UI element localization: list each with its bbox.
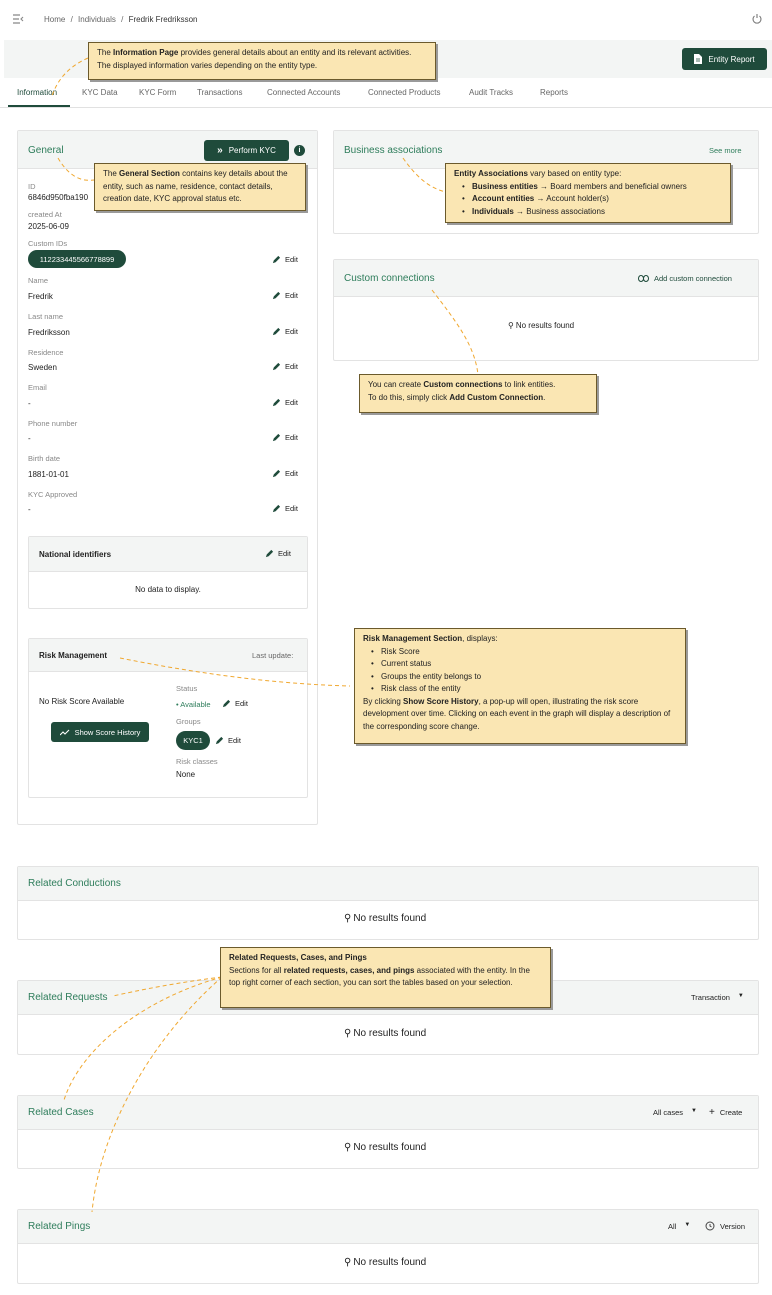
related-cases-card <box>17 1095 759 1169</box>
document-icon <box>694 54 702 64</box>
caret-down-icon: ▼ <box>684 1222 691 1228</box>
tab-transactions[interactable]: Transactions <box>197 88 243 97</box>
caret-down-icon: ▼ <box>737 993 744 999</box>
pencil-icon <box>272 504 281 513</box>
related-conductions-empty: ⚲ No results found <box>344 913 427 924</box>
related-pings-card <box>17 1209 759 1284</box>
related-pings-title: Related Pings <box>28 1221 91 1232</box>
field-email-value: - <box>28 399 31 408</box>
version-button[interactable]: Version <box>705 1221 745 1231</box>
add-custom-connection-button[interactable]: Add custom connection <box>638 274 732 283</box>
show-score-history-button[interactable]: Show Score History <box>51 722 149 742</box>
breadcrumb-individuals[interactable]: Individuals <box>78 15 116 24</box>
field-phone-label: Phone number <box>28 419 78 428</box>
pencil-icon <box>222 699 231 708</box>
general-card <box>17 130 318 825</box>
search-icon: ⚲ <box>344 1028 352 1039</box>
field-custom-ids-label: Custom IDs <box>28 239 68 248</box>
edit-name-button[interactable]: Edit <box>272 291 298 300</box>
note-information-page: The Information Page provides general details about an entity and its relevant activities. The displayed information varies depending on the entity type. <box>88 42 436 80</box>
double-chevron-right-icon: » <box>217 145 223 156</box>
pencil-icon <box>265 549 274 558</box>
caret-down-icon: ▼ <box>691 1108 697 1114</box>
search-icon: ⚲ <box>344 1142 352 1153</box>
field-last-name-label: Last name <box>28 312 64 321</box>
edit-kyc-button[interactable]: Edit <box>272 504 298 513</box>
custom-connections-card <box>333 259 759 361</box>
tab-bar <box>0 80 772 108</box>
see-more-link[interactable]: See more <box>709 146 742 155</box>
top-bar <box>0 0 772 40</box>
field-birth-value: 1881-01-01 <box>28 470 69 479</box>
note-entity-associations: Entity Associations vary based on entity type: • Business entities → Board members and beneficial owners • Account entities → Account holder(s) • Individuals → Business associations <box>445 163 731 223</box>
tab-reports[interactable]: Reports <box>540 88 569 97</box>
note-related-sections: Related Requests, Cases, and Pings Sections for all related requests, cases, and pings associated with the entity. In the top right corner of each section, you can sort the tables based on your selection. <box>220 947 551 1008</box>
edit-residence-button[interactable]: Edit <box>272 362 298 371</box>
cases-filter-dropdown[interactable]: All cases ▼ <box>653 1108 697 1117</box>
risk-classes-value: None <box>176 770 196 779</box>
custom-connections-empty: ⚲ No results found <box>508 321 575 330</box>
active-tab-indicator <box>8 105 70 107</box>
risk-groups-label: Groups <box>176 717 201 726</box>
edit-phone-button[interactable]: Edit <box>272 433 298 442</box>
field-residence-label: Residence <box>28 348 64 357</box>
national-identifiers-empty: No data to display. <box>135 585 201 594</box>
risk-management-card <box>28 638 308 798</box>
associations-list: • Business entities → Board members and beneficial owners • Account entities → Account holder(s) • Individuals → Business associations <box>454 181 722 219</box>
search-icon: ⚲ <box>344 1257 352 1268</box>
general-title: General <box>28 145 64 156</box>
related-cases-empty: ⚲ No results found <box>344 1142 427 1153</box>
tab-audit-tracks[interactable]: Audit Tracks <box>469 88 514 97</box>
field-created-value: 2025-06-09 <box>28 222 69 231</box>
info-icon[interactable]: i <box>294 145 305 156</box>
tab-information[interactable]: Information <box>17 88 58 97</box>
edit-last-name-button[interactable]: Edit <box>272 327 298 336</box>
field-residence-value: Sweden <box>28 363 57 372</box>
risk-status-label: Status <box>176 684 198 693</box>
custom-connections-title: Custom connections <box>344 273 435 284</box>
field-id-label: ID <box>28 182 36 191</box>
related-conductions-card <box>17 866 759 940</box>
risk-list: • Risk Score • Current status • Groups the entity belongs to • Risk class of the entity <box>363 646 677 696</box>
related-requests-empty: ⚲ No results found <box>344 1028 427 1039</box>
edit-birth-button[interactable]: Edit <box>272 469 298 478</box>
breadcrumb-home[interactable]: Home <box>44 15 66 24</box>
group-chip: KYC1 <box>176 731 210 750</box>
field-kyc-value: - <box>28 505 31 514</box>
field-name-label: Name <box>28 276 49 285</box>
tab-kyc-data[interactable]: KYC Data <box>82 88 118 97</box>
pencil-icon <box>272 398 281 407</box>
edit-status-button[interactable]: Edit <box>222 699 248 708</box>
edit-email-button[interactable]: Edit <box>272 398 298 407</box>
national-identifiers-title: National identifiers <box>39 550 112 559</box>
pings-filter-dropdown[interactable]: All ▼ <box>668 1222 691 1231</box>
breadcrumb-current: Fredrik Fredriksson <box>128 15 198 24</box>
related-pings-empty: ⚲ No results found <box>344 1257 427 1268</box>
trend-icon <box>60 729 70 736</box>
risk-last-update: Last update: <box>252 651 294 660</box>
history-icon <box>705 1221 715 1231</box>
tab-connected-accounts[interactable]: Connected Accounts <box>267 88 341 97</box>
risk-status-value: • Available <box>176 700 211 709</box>
pencil-icon <box>272 362 281 371</box>
field-created-label: created At <box>28 210 62 219</box>
pencil-icon <box>272 469 281 478</box>
edit-groups-button[interactable]: Edit <box>215 736 241 745</box>
search-icon: ⚲ <box>344 913 352 924</box>
entity-report-button[interactable]: Entity Report <box>682 48 767 70</box>
pencil-icon <box>215 736 224 745</box>
note-risk-management: Risk Management Section, displays: • Risk Score • Current status • Groups the entity belongs to • Risk class of the entity By clicking Show Score History, a pop-up will open, illustrating the risk score development over time. Clicking on each event in the graph will display a description of the corresponding score change. <box>354 628 686 744</box>
field-email-label: Email <box>28 383 47 392</box>
business-associations-title: Business associations <box>344 145 443 156</box>
pencil-icon <box>272 327 281 336</box>
field-phone-value: - <box>28 434 31 443</box>
related-requests-title: Related Requests <box>28 992 108 1003</box>
perform-kyc-button[interactable]: » Perform KYC <box>204 140 289 161</box>
note-general-section: The General Section contains key details about the entity, such as name, residence, contact details, creation date, KYC approval status etc. <box>94 163 306 211</box>
plus-icon: + <box>709 1107 715 1118</box>
pencil-icon <box>272 291 281 300</box>
national-identifiers-card <box>28 536 308 609</box>
pencil-icon <box>272 433 281 442</box>
requests-filter-dropdown[interactable]: Transaction ▼ <box>691 993 744 1002</box>
custom-id-chip: 112233445566778899 <box>28 250 126 268</box>
link-icon <box>638 275 649 282</box>
no-risk-score-text: No Risk Score Available <box>39 697 125 706</box>
search-icon: ⚲ <box>508 321 514 330</box>
field-birth-label: Birth date <box>28 454 61 463</box>
tab-kyc-form[interactable]: KYC Form <box>139 88 177 97</box>
create-case-button[interactable]: + Create <box>709 1107 743 1118</box>
tab-connected-products[interactable]: Connected Products <box>368 88 441 97</box>
field-name-value: Fredrik <box>28 292 53 301</box>
power-icon[interactable] <box>751 13 763 25</box>
pencil-icon <box>272 255 281 264</box>
field-id-value: 6846d950fba190 <box>28 193 89 202</box>
menu-collapse-icon[interactable] <box>12 14 24 24</box>
note-custom-connections: You can create Custom connections to link entities. To do this, simply click Add Custom Connection. <box>359 374 597 413</box>
related-conductions-title: Related Conductions <box>28 878 121 889</box>
field-kyc-label: KYC Approved <box>28 490 78 499</box>
related-cases-title: Related Cases <box>28 1107 94 1118</box>
breadcrumb: Home / Individuals / Fredrik Fredriksson <box>44 15 198 24</box>
field-last-name-value: Fredriksson <box>28 328 70 337</box>
risk-management-title: Risk Management <box>39 651 108 660</box>
risk-classes-label: Risk classes <box>176 757 218 766</box>
edit-national-identifiers-button[interactable]: Edit <box>265 549 291 558</box>
edit-custom-ids-button[interactable]: Edit <box>272 255 298 264</box>
